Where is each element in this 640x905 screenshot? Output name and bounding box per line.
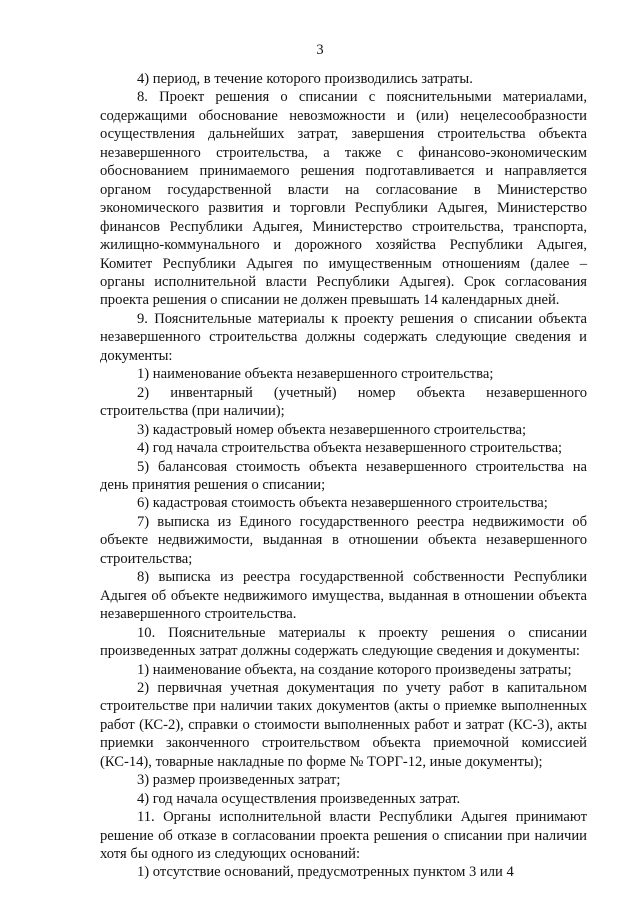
list-item: 3) размер произведенных затрат; bbox=[137, 772, 341, 789]
list-item-period: 4) период, в течение которого производились затраты. bbox=[137, 71, 473, 87]
list-item: 1) отсутствие оснований, предусмотренных пунктом 3 или 4 bbox=[137, 864, 514, 881]
list-item: 2) первичная учетная документация по учету работ в капитальном строительстве при наличии таких документов (акты о приемке выполненных работ (КС-2), справки о стоимости выполненных работ и затрат (КС-3), акты приемки законченного строительством объекта приемочной комиссией (КС-14), товарные накладные по форме № ТОРГ-12, иные документы); bbox=[100, 679, 587, 770]
list-item: 1) наименование объекта, на создание которого произведены затраты; bbox=[137, 661, 572, 678]
list-item: 7) выписка из Единого государственного реестра недвижимости об объекте недвижимости, выданная в отношении объекта незавершенного строительства; bbox=[100, 513, 587, 567]
document-text bbox=[100, 70, 587, 882]
page-number: 3 bbox=[316, 42, 324, 58]
list-item: 3) кадастровый номер объекта незавершенного строительства; bbox=[137, 421, 527, 438]
paragraph-9: 9. Пояснительные материалы к проекту решения о списании объекта незавершенного строительства должны содержать следующие сведения и документы: bbox=[100, 310, 587, 364]
list-item: 5) балансовая стоимость объекта незавершенного строительства на день принятия решения о списании; bbox=[100, 458, 587, 493]
paragraph-8: 8. Проект решения о списании с пояснительными материалами, содержащими обоснование невозможности и (или) нецелесообразности осуществления дальнейших затрат, завершения строительства объекта незавершенного строительства, а также с финансово-экономическим обоснованием принимаемого решения подготавливается и направляется органом государственной власти на согласование в Министерство экономического развития и торговли Республики Адыгея, Министерство финансов Республики Адыгея, Министерство строительства, транспорта, жилищно-коммунального и дорожного хозяйства Республики Адыгея, Комитет Республики Адыгея по имущественным отношениям (далее – органы исполнительной власти Республики Адыгея). Срок согласования проекта решения о списании не должен превышать 14 календарных дней. bbox=[100, 89, 587, 309]
list-item: 1) наименование объекта незавершенного строительства; bbox=[137, 366, 494, 383]
list-item: 2) инвентарный (учетный) номер объекта незавершенного строительства (при наличии); bbox=[100, 384, 587, 420]
paragraph-10: 10. Пояснительные материалы к проекту решения о списании произведенных затрат должны содержать следующие сведения и документы: bbox=[100, 624, 587, 660]
list-item: 4) год начала осуществления произведенных затрат. bbox=[137, 790, 461, 807]
paragraph-11: 11. Органы исполнительной власти Республики Адыгея принимают решение об отказе в согласовании проекта решения о списании при наличии хотя бы одного из следующих оснований: bbox=[100, 809, 587, 863]
list-item: 4) год начала строительства объекта незавершенного строительства; bbox=[137, 440, 563, 457]
list-item: 8) выписка из реестра государственной собственности Республики Адыгея об объекте недвижимого имущества, выданная в отношении объекта незавершенного строительства. bbox=[100, 569, 587, 623]
list-item: 6) кадастровая стоимость объекта незавершенного строительства; bbox=[137, 495, 548, 512]
